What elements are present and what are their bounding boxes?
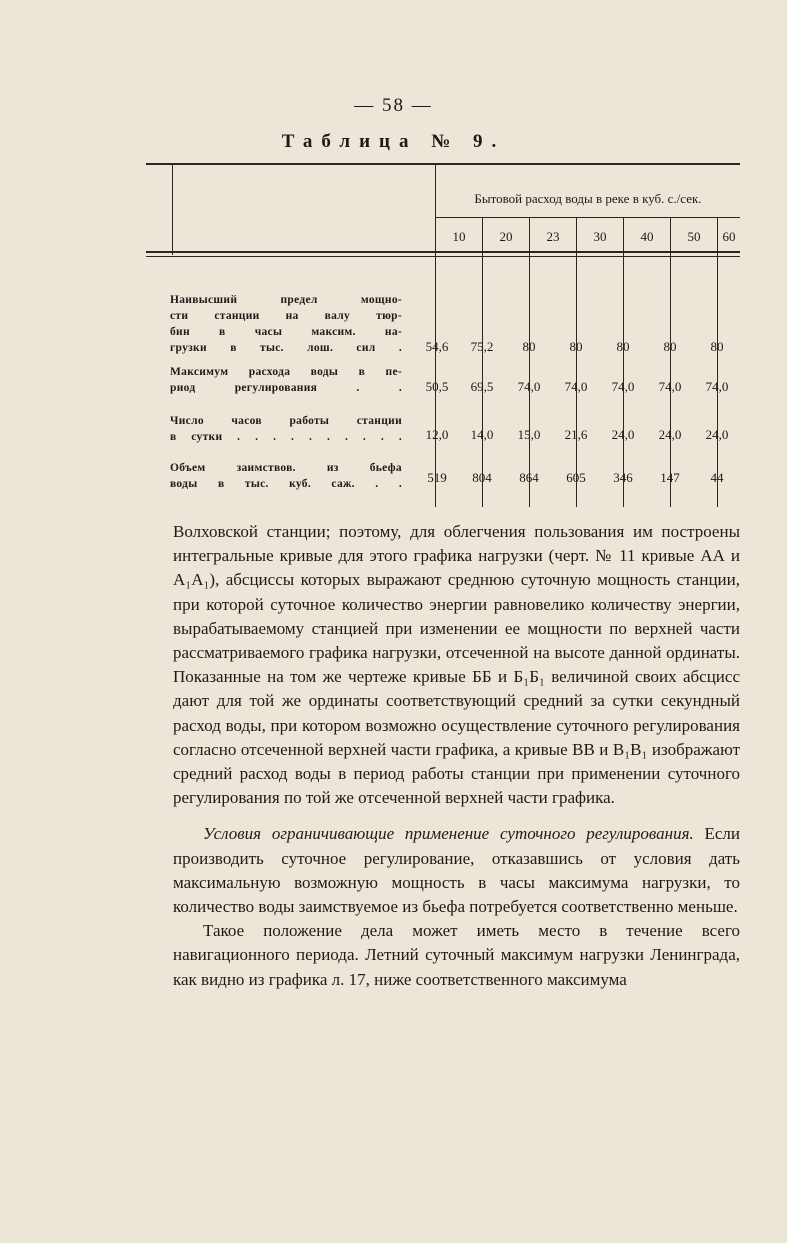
- table-cell: 15,0: [517, 427, 541, 442]
- table-cell: 75,2: [470, 339, 494, 354]
- row-label-line: Наивысший предел мощно-: [170, 294, 402, 306]
- row-label-line: Максимум расхода воды в пе-: [170, 366, 402, 378]
- row-label-line: в сутки . . . . . . . . . .: [170, 431, 402, 443]
- table-cell: 605: [566, 470, 586, 485]
- paragraph-3: Такое положение дела может иметь место в течение всего навигационного периода. Летний суточный максимум нагрузки Ленинграда, как видно из графика л. 17, ниже соответственного максимума: [173, 921, 740, 989]
- column-header: 60: [722, 229, 736, 244]
- paragraph-2: [173, 822, 740, 919]
- row-label-line: бин в часы максим. на-: [170, 326, 402, 338]
- table-cell: 69,5: [470, 379, 494, 394]
- table-cell: 346: [613, 470, 633, 485]
- header-bottom-rule-2: [146, 256, 740, 257]
- row-label-line: Объем заимствов. из бьефа: [170, 462, 402, 474]
- table-header: Бытовой расход воды в реке в куб. с./сек.: [474, 191, 702, 206]
- row-label-max-power: [170, 292, 402, 356]
- data-table: [146, 163, 740, 513]
- table-left-rule: [172, 165, 173, 255]
- table-cell: 864: [519, 470, 539, 485]
- table-top-rule: [146, 163, 740, 165]
- table-cell: 74,0: [658, 379, 682, 394]
- table-cell: 74,0: [564, 379, 588, 394]
- column-rule: [717, 217, 718, 507]
- row-label-max-flow: [170, 364, 402, 396]
- column-rule: [670, 217, 671, 507]
- page-number: — 58 —: [354, 95, 433, 116]
- body-text: [173, 520, 740, 992]
- table-cell: 74,0: [611, 379, 635, 394]
- table-cell: 14,0: [470, 427, 494, 442]
- column-rule: [623, 217, 624, 507]
- column-header: 40: [640, 229, 654, 244]
- column-rule: [529, 217, 530, 507]
- row-label-line: сти станции на валу тюр-: [170, 310, 402, 322]
- table-cell: 519: [427, 470, 447, 485]
- row-label-line: воды в тыс. куб. саж. . .: [170, 478, 402, 490]
- row-label-line: риод регулирования . .: [170, 382, 402, 394]
- paragraph-1: Волховской станции; поэтому, для облегчения пользования им построены интегральные кривые для этого графика нагрузки (черт. № 11 кривые АА и А₁А₁), абсциссы которых выражают среднюю суточную мощность станции, при которой суточное количество энергии равновелико количеству энергии, вырабатываемому станцией при изменении ее мощности по верхней части рассматриваемого графика нагрузки, отсеченной на высоте данной ординаты. Показанные на том же чертеже кривые ББ и Б₁Б₁ величиной своих абсцисс дают для той же ординаты соответствующий средний за сутки секундный расход воды, при котором возможно осуществление суточного регулирования согласно отсеченной верхней части графика, а кривые ВВ и В₁В₁ изображают средний расход воды в период работы станции при применении суточного регулирования по той же отсеченной верхней части графика.: [173, 522, 740, 808]
- table-cell: 80: [710, 339, 724, 354]
- paragraph-2-text: Если производить суточное регулирование, отказавшись от условия дать максимальную возможную мощность в часы максимума нагрузки, то количество воды заимствуемое из бьефа потребуется соответственно меньше.: [173, 824, 741, 917]
- column-rule: [435, 165, 436, 507]
- table-cell: 80: [616, 339, 630, 354]
- table-cell: 24,0: [658, 427, 682, 442]
- table-cell: 24,0: [611, 427, 635, 442]
- table-cell: 24,0: [705, 427, 729, 442]
- column-header: 23: [546, 229, 560, 244]
- column-rule: [576, 217, 577, 507]
- header-bottom-rule: [146, 251, 740, 253]
- table-cell: 80: [663, 339, 677, 354]
- row-label-volume: [170, 460, 402, 492]
- table-cell: 12,0: [425, 427, 449, 442]
- column-header: 10: [452, 229, 466, 244]
- table-cell: 50,5: [425, 379, 449, 394]
- column-header: 20: [499, 229, 513, 244]
- table-cell: 21,6: [564, 427, 588, 442]
- table-cell: 147: [660, 470, 680, 485]
- table-cell: 44: [710, 470, 724, 485]
- row-label-line: Число часов работы станции: [170, 415, 402, 427]
- table-cell: 80: [522, 339, 536, 354]
- row-label-line: грузки в тыс. лош. сил .: [170, 342, 402, 354]
- table-title: Таблица № 9.: [281, 131, 506, 152]
- column-rule: [482, 217, 483, 507]
- table-cell: 54,6: [425, 339, 449, 354]
- paragraph-heading: Условия ограничивающие применение суточного регулирования.: [203, 824, 694, 844]
- table-cell: 74,0: [705, 379, 729, 394]
- column-header: 50: [687, 229, 701, 244]
- table-cell: 74,0: [517, 379, 541, 394]
- table-cell: 80: [569, 339, 583, 354]
- row-label-hours: [170, 413, 402, 445]
- table-cell: 804: [472, 470, 492, 485]
- column-header: 30: [593, 229, 607, 244]
